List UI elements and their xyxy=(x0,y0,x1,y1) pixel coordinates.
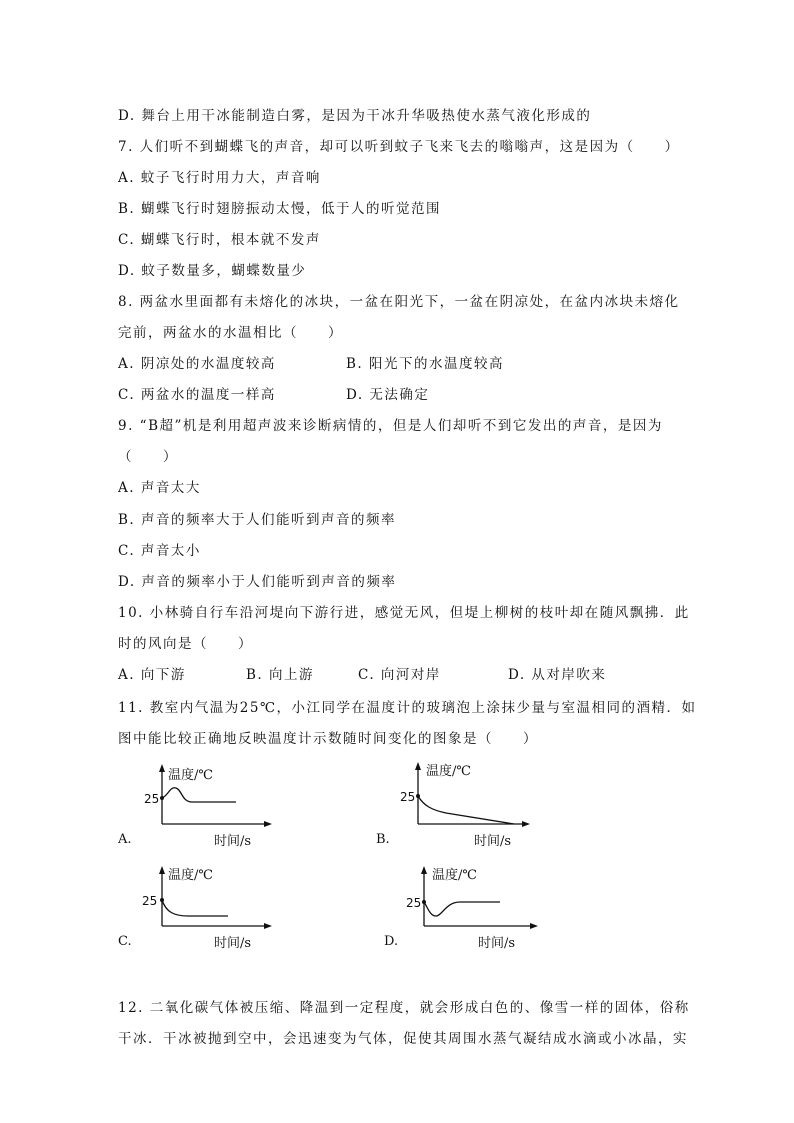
graph-d-ytick: 25 xyxy=(406,896,422,910)
graph-c-ytick: 25 xyxy=(142,894,158,908)
question-10: 10. 小林骑自行车沿河堤向下游行进，感觉无风，但堤上柳树的枝叶却在随风飘拂．此 xyxy=(118,605,690,621)
graph-b-label: B. xyxy=(376,832,390,847)
q7-option-d[interactable]: D. 蚊子数量多，蝴蝶数量少 xyxy=(118,263,307,279)
graph-d[interactable] xyxy=(384,862,584,950)
graph-a-ylabel: 温度/℃ xyxy=(168,768,213,783)
graph-c-ylabel: 温度/℃ xyxy=(168,868,213,883)
q7-option-a[interactable]: A. 蚊子飞行时用力大，声音响 xyxy=(118,170,321,186)
q10-option-d[interactable]: D. 从对岸吹来 xyxy=(508,667,607,683)
graph-b-ylabel: 温度/℃ xyxy=(426,764,471,779)
question-9: 9. “B超”机是利用超声波来诊断病情的，但是人们却听不到它发出的声音，是因为 xyxy=(118,418,663,434)
graph-a-ytick: 25 xyxy=(144,792,160,806)
q8-option-b[interactable]: B. 阳光下的水温度较高 xyxy=(346,356,505,372)
q7-option-c[interactable]: C. 蝴蝶飞行时，根本就不发声 xyxy=(118,232,321,248)
graph-d-xlabel: 时间/s xyxy=(478,936,516,951)
graph-b-ytick: 25 xyxy=(400,790,416,804)
question-9-cont: （ ） xyxy=(118,449,178,465)
q9-option-c[interactable]: C. 声音太小 xyxy=(118,543,201,559)
question-8-cont: 完前，两盆水的水温相比（ ） xyxy=(118,325,343,341)
question-12-cont: 干冰．干冰被抛到空中，会迅速变为气体，促使其周围水蒸气凝结成水滴或小冰晶，实 xyxy=(118,1031,688,1047)
graph-c-xlabel: 时间/s xyxy=(214,936,252,951)
q6-option-d: D. 舞台上用干冰能制造白雾，是因为干冰升华吸热使水蒸气液化形成的 xyxy=(118,108,592,124)
question-7: 7. 人们听不到蝴蝶飞的声音，却可以听到蚊子飞来飞去的嗡嗡声，这是因为（ ） xyxy=(118,139,680,155)
graph-c-label: C. xyxy=(118,934,132,949)
graph-c[interactable] xyxy=(118,862,318,950)
question-11-cont: 图中能比较正确地反映温度计示数随时间变化的图象是（ ） xyxy=(118,731,538,747)
question-8: 8. 两盆水里面都有未熔化的冰块，一盆在阳光下，一盆在阴凉处，在盆内冰块未熔化 xyxy=(118,294,680,310)
graph-d-label: D. xyxy=(384,934,399,949)
q9-option-b[interactable]: B. 声音的频率大于人们能听到声音的频率 xyxy=(118,512,397,528)
question-11: 11. 教室内气温为25℃，小江同学在温度计的玻璃泡上涂抹少量与室温相同的酒精．如 xyxy=(118,700,697,716)
question-12: 12. 二氧化碳气体被压缩、降温到一定程度，就会形成白色的、像雪一样的固体，俗称 xyxy=(118,1000,690,1016)
q8-option-a[interactable]: A. 阴凉处的水温度较高 xyxy=(118,356,276,372)
graph-a[interactable] xyxy=(118,762,318,849)
q9-option-a[interactable]: A. 声音太大 xyxy=(118,480,201,496)
graph-b-xlabel: 时间/s xyxy=(474,834,512,849)
q10-option-a[interactable]: A. 向下游 xyxy=(118,667,186,683)
graph-a-xlabel: 时间/s xyxy=(214,834,252,849)
q8-option-d[interactable]: D. 无法确定 xyxy=(346,387,430,403)
graph-d-ylabel: 温度/℃ xyxy=(432,868,477,883)
q9-option-d[interactable]: D. 声音的频率小于人们能听到声音的频率 xyxy=(118,574,397,590)
question-10-cont: 时的风向是（ ） xyxy=(118,636,253,652)
graph-b[interactable] xyxy=(376,758,576,848)
q10-option-b[interactable]: B. 向上游 xyxy=(246,667,315,683)
graph-a-label: A. xyxy=(118,832,132,847)
q8-option-c[interactable]: C. 两盆水的温度一样高 xyxy=(118,387,276,403)
q10-option-c[interactable]: C. 向河对岸 xyxy=(358,667,441,683)
q7-option-b[interactable]: B. 蝴蝶飞行时翅膀振动太慢，低于人的听觉范围 xyxy=(118,201,442,217)
